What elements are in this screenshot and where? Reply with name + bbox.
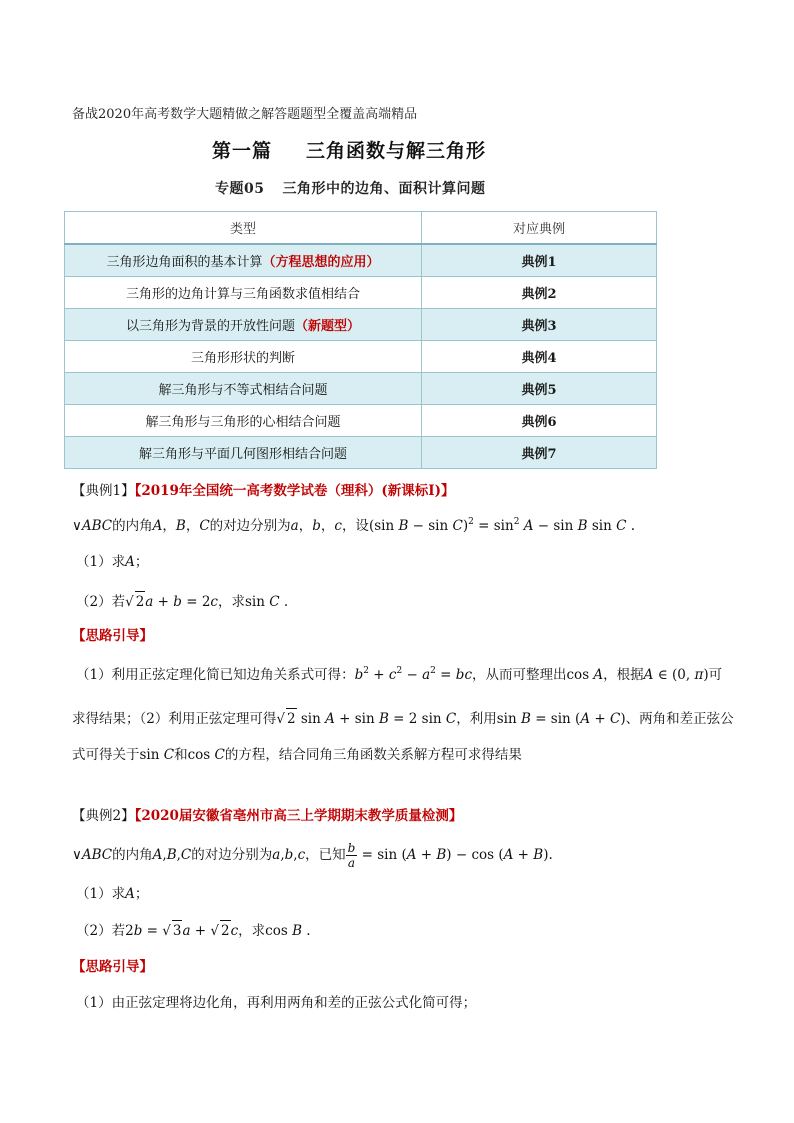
- document-header: 备战2020年高考数学大题精做之解答题题型全覆盖高端精品: [72, 107, 418, 122]
- table-cell-example: 典例5: [422, 373, 657, 405]
- topic-title: [215, 178, 485, 198]
- table-cell-example: 典例3: [422, 309, 657, 341]
- example2-guide-line1: （1）由正弦定理将边化角，再利用两角和差的正弦公式化简可得；: [76, 995, 477, 1011]
- table-header-type: 类型: [65, 212, 422, 245]
- example1-stem: ∨ABC的内角A，B，C的对边分别为a，b，c，设(sin $B - \sin C)^2 = \sin^2 A - \sin B$ sin C .: [72, 517, 636, 534]
- table-cell-type: 解三角形与不等式相结合问题: [65, 373, 422, 405]
- table-cell-type: 三角形边角面积的基本计算（方程思想的应用）: [65, 244, 422, 277]
- table-cell-type: 三角形的边角计算与三角函数求值相结合: [65, 277, 422, 309]
- example1-guide-line2: 求得结果；（2）利用正弦定理可得√ 2 sin A + sin B = 2 sin C，利用sin B = sin (A + C)、两角和差正弦公: [72, 708, 734, 729]
- example2-source: 【2020届安徽省亳州市高三上学期期末教学质量检测】: [134, 808, 463, 824]
- example2-label: 【典例2】: [72, 808, 135, 824]
- part-number: 第一篇: [212, 140, 273, 162]
- table-cell-type: 解三角形与三角形的心相结合问题: [65, 405, 422, 437]
- table-row: [65, 373, 657, 405]
- part-title: [212, 136, 486, 163]
- topic-name: 三角形中的边角、面积计算问题: [282, 181, 486, 197]
- topic-number: 专题05: [215, 181, 265, 197]
- table-cell-example: 典例4: [422, 341, 657, 373]
- part-name: 三角函数与解三角形: [306, 140, 487, 162]
- example1-guide-line1: （1）利用正弦定理化简已知边角关系式可得：$b^2 + c^2 - a^2$ = bc，从而可整理出cos A，根据A ∈ (0, π)可: [76, 666, 723, 683]
- table-header-row: [65, 212, 657, 245]
- table-row: [65, 405, 657, 437]
- table-cell-type: 以三角形为背景的开放性问题（新题型）: [65, 309, 422, 341]
- table-row: [65, 244, 657, 277]
- table-cell-example: 典例1: [422, 244, 657, 277]
- example1-question1: （1）求A；: [76, 554, 149, 570]
- example2-question2: （2）若2b = √ 3a + √ 2c，求cos B .: [76, 920, 311, 941]
- table-row: [65, 309, 657, 341]
- type-tag: （方程思想的应用）: [262, 255, 380, 270]
- example1-label: 【典例1】: [72, 483, 135, 499]
- example2-question1: （1）求A；: [76, 886, 149, 902]
- table-header-example: 对应典例: [422, 212, 657, 245]
- type-tag: （新题型）: [295, 319, 361, 334]
- example1-heading: [72, 481, 455, 501]
- table-cell-example: 典例2: [422, 277, 657, 309]
- example1-guide-line3: 式可得关于sin C和cos C的方程，结合同角三角函数关系解方程可求得结果: [72, 747, 522, 763]
- table-cell-example: 典例7: [422, 437, 657, 469]
- table-cell-type: 三角形形状的判断: [65, 341, 422, 373]
- example2-heading: [72, 806, 462, 826]
- example1-question2: （2）若√ 2a + b = 2c，求sin C .: [76, 591, 288, 612]
- table-row: [65, 437, 657, 469]
- example2-guide-title: 【思路引导】: [72, 959, 153, 975]
- question-type-table: [64, 211, 657, 469]
- example1-guide-title: 【思路引导】: [72, 628, 153, 644]
- table-cell-type: 解三角形与平面几何图形相结合问题: [65, 437, 422, 469]
- table-cell-example: 典例6: [422, 405, 657, 437]
- example2-stem: ∨ABC的内角A,B,C的对边分别为a,b,c，已知 $\frac{b}{a}$ = sin (A + B) − cos (A + B).: [72, 841, 553, 870]
- example1-source: 【2019年全国统一高考数学试卷（理科）(新课标Ⅰ)】: [134, 483, 455, 499]
- table-row: [65, 341, 657, 373]
- table-row: [65, 277, 657, 309]
